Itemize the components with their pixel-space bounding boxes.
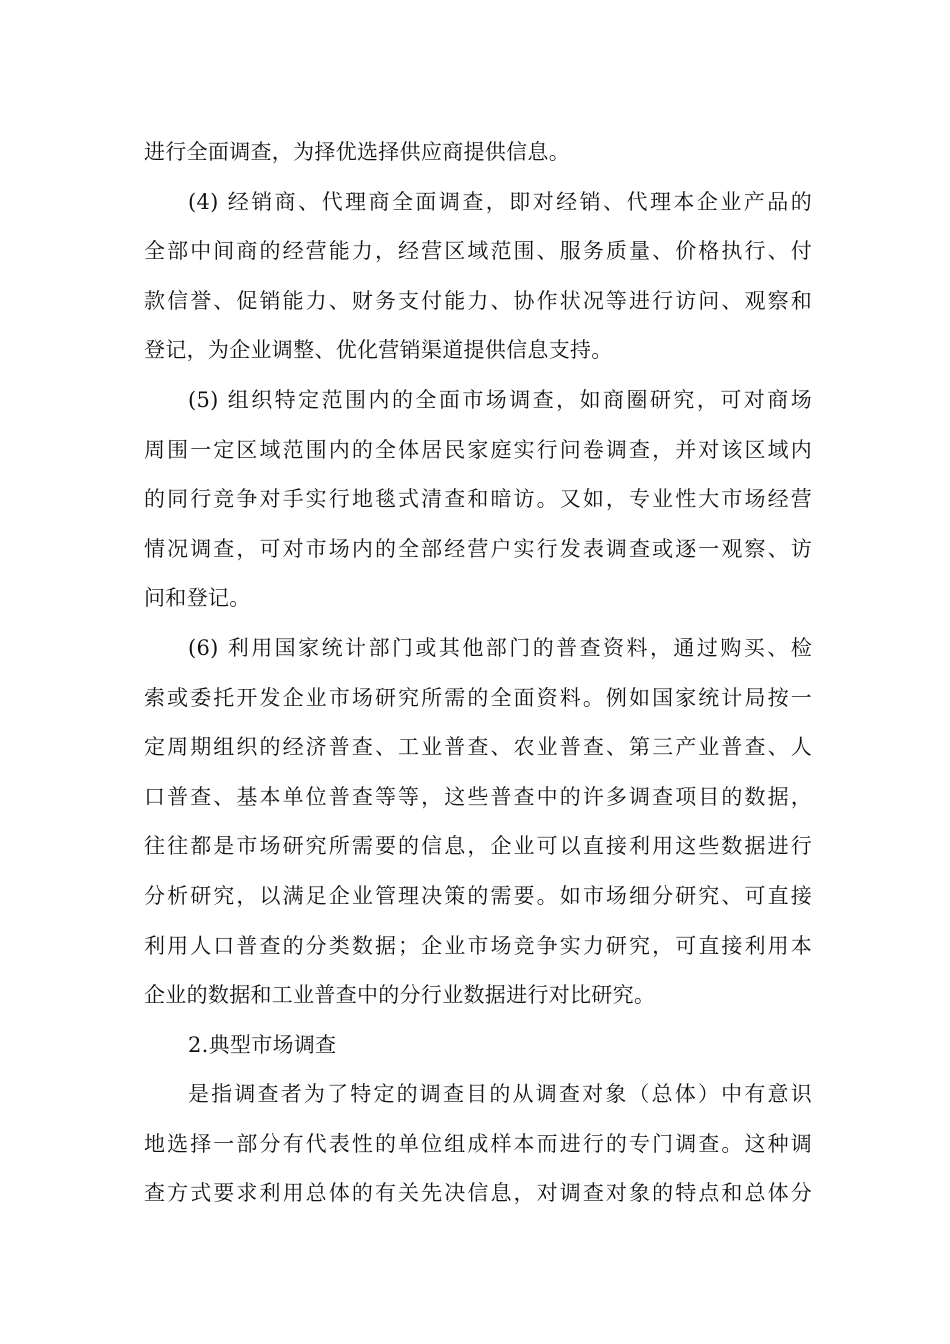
text-line: 问和登记。 [144, 586, 251, 611]
text-line: 进行全面调查，为择优选择供应商提供信息。 [144, 140, 570, 164]
text-line: 索或委托开发企业市场研究所需的全面资料。例如国家统计局按一 [144, 685, 812, 710]
text-line: 分析研究，以满足企业管理决策的需要。如市场细分研究、可直接 [144, 883, 812, 908]
text-line: (5) 组织特定范围内的全面市场调查，如商圈研究，可对商场 [188, 387, 812, 412]
text-line: 定周期组织的经济普查、工业普查、农业普查、第三产业普查、人 [144, 735, 812, 760]
text-line: 周围一定区域范围内的全体居民家庭实行问卷调查，并对该区域内 [144, 437, 812, 462]
section-heading: 2.典型市场调查 [188, 1032, 337, 1057]
text-line: 款信誉、促销能力、财务支付能力、协作状况等进行访问、观察和 [144, 288, 812, 313]
text-line: 企业的数据和工业普查中的分行业数据进行对比研究。 [144, 983, 656, 1008]
document-page [144, 128, 812, 1219]
text-line: (6) 利用国家统计部门或其他部门的普查资料，通过购买、检 [188, 635, 812, 660]
text-line: 情况调查，可对市场内的全部经营户实行发表调查或逐一观察、访 [144, 536, 812, 561]
text-line: 利用人口普查的分类数据；企业市场竞争实力研究，可直接利用本 [144, 933, 812, 958]
text-line: 全部中间商的经营能力，经营区域范围、服务质量、价格执行、付 [144, 239, 812, 264]
text-line: 口普查、基本单位普查等等，这些普查中的许多调查项目的数据， [144, 784, 812, 809]
text-line: 往往都是市场研究所需要的信息，企业可以直接利用这些数据进行 [144, 834, 812, 859]
text-line: 的同行竞争对手实行地毯式清查和暗访。又如，专业性大市场经营 [144, 487, 812, 512]
text-line: 登记，为企业调整、优化营销渠道提供信息支持。 [144, 338, 613, 363]
text-line: 查方式要求利用总体的有关先决信息，对调查对象的特点和总体分 [144, 1181, 812, 1206]
text-line: (4) 经销商、代理商全面调查，即对经销、代理本企业产品的 [188, 189, 812, 214]
text-line: 地选择一部分有代表性的单位组成样本而进行的专门调查。这种调 [144, 1131, 812, 1156]
text-line: 是指调查者为了特定的调查目的从调查对象（总体）中有意识 [188, 1082, 812, 1107]
